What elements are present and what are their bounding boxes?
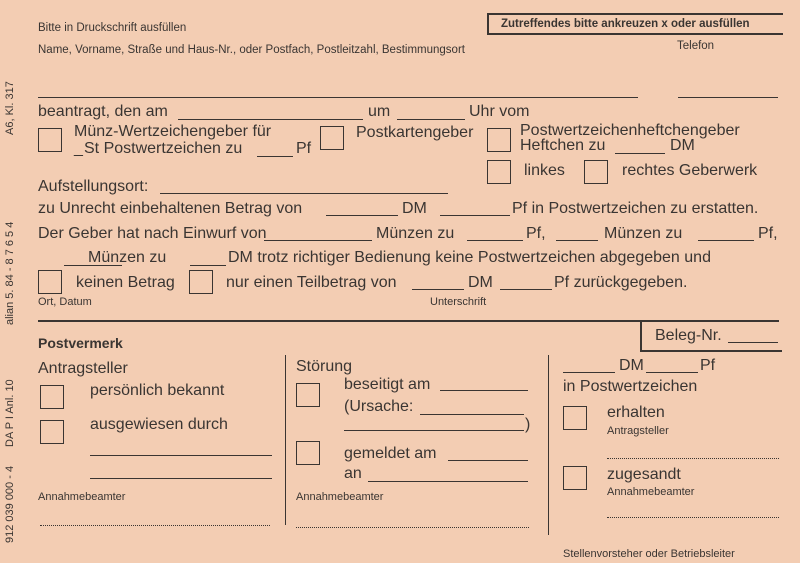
col3-footer-label: Stellenvorsteher oder Betriebsleiter [563, 548, 735, 560]
reported-label: gemeldet am [344, 445, 437, 462]
received-sub-label: Antragsteller [607, 425, 669, 437]
booklet-value-field[interactable] [615, 153, 665, 154]
right-mechanism-label: rechtes Geberwerk [622, 162, 758, 179]
refund-amount-label: zu Unrecht einbehaltenen Betrag von [38, 200, 303, 217]
no-amount-checkbox[interactable] [38, 270, 62, 294]
beleg-label: Beleg-Nr. [655, 327, 722, 344]
identified-field-1[interactable] [90, 455, 272, 456]
coin-stamp-count-prefix: _ [74, 140, 83, 157]
coins-a-label: Münzen zu [376, 225, 455, 242]
reported-checkbox[interactable] [296, 441, 320, 465]
side-code-top: A6, Kl. 317 [4, 81, 16, 135]
partial-dm-label: DM [468, 274, 493, 291]
col2-clerk-label: Annahmebeamter [296, 491, 384, 503]
identified-checkbox[interactable] [40, 420, 64, 444]
location-field[interactable] [160, 193, 448, 194]
side-code-middle: alian 5. 84 - 8 7 6 5 4 [4, 221, 16, 325]
request-time-field[interactable] [397, 119, 465, 120]
cause-field-2[interactable] [344, 430, 524, 431]
received-label: erhalten [607, 404, 665, 421]
phone-line[interactable] [678, 97, 778, 98]
reported-to-label: an [344, 465, 362, 482]
fixed-date-field[interactable] [440, 390, 528, 391]
col3-dm-label: DM [619, 357, 644, 374]
request-time-label: um [368, 103, 391, 120]
partial-amount-checkbox[interactable] [189, 270, 213, 294]
coin-stamp-value-label: St Postwertzeichen zu [84, 140, 243, 157]
booklet-value-label: Heftchen zu [520, 137, 606, 154]
refund-pf-field[interactable] [440, 215, 510, 216]
postcard-dispenser-checkbox[interactable] [320, 126, 344, 150]
sent-sub-label: Annahmebeamter [607, 486, 695, 498]
known-label: persönlich bekannt [90, 382, 225, 399]
no-amount-label: keinen Betrag [76, 274, 175, 291]
location-label: Aufstellungsort: [38, 178, 149, 195]
fixed-label: beseitigt am [344, 376, 431, 393]
identified-label: ausgewiesen durch [90, 416, 228, 433]
sent-signature[interactable] [607, 517, 779, 518]
coins-a-pf-label: Pf, [526, 225, 546, 242]
address-line[interactable] [38, 97, 638, 98]
coins-inserted-label: Der Geber hat nach Einwurf von [38, 225, 267, 242]
cause-close: ) [525, 416, 531, 433]
booklet-dispenser-checkbox[interactable] [487, 128, 511, 152]
refund-dm-field[interactable] [326, 215, 398, 216]
known-checkbox[interactable] [40, 385, 64, 409]
col3-dm-field[interactable] [563, 372, 615, 373]
left-mechanism-label: linkes [524, 162, 565, 179]
col2-clerk-signature[interactable] [296, 527, 529, 528]
sent-label: zugesandt [607, 466, 681, 483]
postvermerk-title: Postvermerk [38, 335, 123, 351]
booklet-dm-label: DM [670, 137, 695, 154]
coin-stamp-dispenser-checkbox[interactable] [38, 128, 62, 152]
received-signature[interactable] [607, 458, 779, 459]
partial-amount-label: nur einen Teilbetrag von [226, 274, 397, 291]
partial-dm-field[interactable] [412, 289, 464, 290]
phone-label: Telefon [677, 40, 715, 52]
reported-date-field[interactable] [448, 460, 528, 461]
coins-inserted-field[interactable] [264, 240, 372, 241]
column-divider-2 [548, 355, 549, 535]
request-date-label: beantragt, den am [38, 103, 168, 120]
side-code-lower: DA P I Anl. 10 [4, 379, 16, 447]
cause-label: (Ursache: [344, 398, 414, 415]
request-date-field[interactable] [178, 119, 363, 120]
left-mechanism-checkbox[interactable] [487, 160, 511, 184]
col1-clerk-signature[interactable] [40, 525, 270, 526]
coins-c-value-field[interactable] [190, 265, 226, 266]
col3-pf-label: Pf [700, 357, 716, 374]
coin-stamp-pf-label: Pf [296, 140, 312, 157]
partial-pf-label: Pf zurückgegeben. [554, 274, 688, 291]
partial-pf-field[interactable] [500, 289, 552, 290]
beleg-field[interactable] [728, 342, 778, 343]
fixed-checkbox[interactable] [296, 383, 320, 407]
identified-field-2[interactable] [90, 478, 272, 479]
signature-label: Unterschrift [430, 296, 487, 308]
refund-pf-label: Pf in Postwertzeichen zu erstatten. [512, 200, 759, 217]
right-mechanism-checkbox[interactable] [584, 160, 608, 184]
reported-to-field[interactable] [368, 481, 528, 482]
refund-dm-label: DM [402, 200, 427, 217]
print-instruction: Bitte in Druckschrift ausfüllen [38, 22, 187, 34]
received-checkbox[interactable] [563, 406, 587, 430]
postcard-dispenser-label: Postkartengeber [356, 124, 474, 141]
col3-stamps-label: in Postwertzeichen [563, 378, 698, 395]
applicant-heading: Antragsteller [38, 360, 128, 377]
fault-heading: Störung [296, 358, 353, 375]
booklet-dispenser-label: Postwertzeichenheftchengeber [520, 122, 740, 139]
coins-b-value-field[interactable] [698, 240, 754, 241]
coins-b-count-field[interactable] [556, 240, 598, 241]
address-label: Name, Vorname, Straße und Haus-Nr., oder Postfach, Postleitzahl, Bestimmungsort [38, 44, 465, 56]
coins-c-dm-label: DM trotz richtiger Bedienung keine Postwertzeichen abgegeben und [228, 249, 711, 266]
coin-stamp-value-field[interactable] [257, 156, 293, 157]
check-box-note: Zutreffendes bitte ankreuzen x oder ausfüllen [487, 13, 783, 35]
coins-a-value-field[interactable] [467, 240, 523, 241]
col3-pf-field[interactable] [646, 372, 698, 373]
request-uhr-label: Uhr vom [469, 103, 530, 120]
coin-stamp-dispenser-label: Münz-Wertzeichengeber für [74, 123, 272, 140]
coins-b-label: Münzen zu [604, 225, 683, 242]
coins-c-label: Münzen zu [88, 249, 167, 266]
col1-clerk-label: Annahmebeamter [38, 491, 126, 503]
cause-field[interactable] [420, 414, 524, 415]
sent-checkbox[interactable] [563, 466, 587, 490]
column-divider-1 [285, 355, 286, 525]
side-code-bottom: 912 039 000 - 4 [4, 465, 16, 543]
coins-b-pf-label: Pf, [758, 225, 778, 242]
place-date-label: Ort, Datum [38, 296, 92, 308]
